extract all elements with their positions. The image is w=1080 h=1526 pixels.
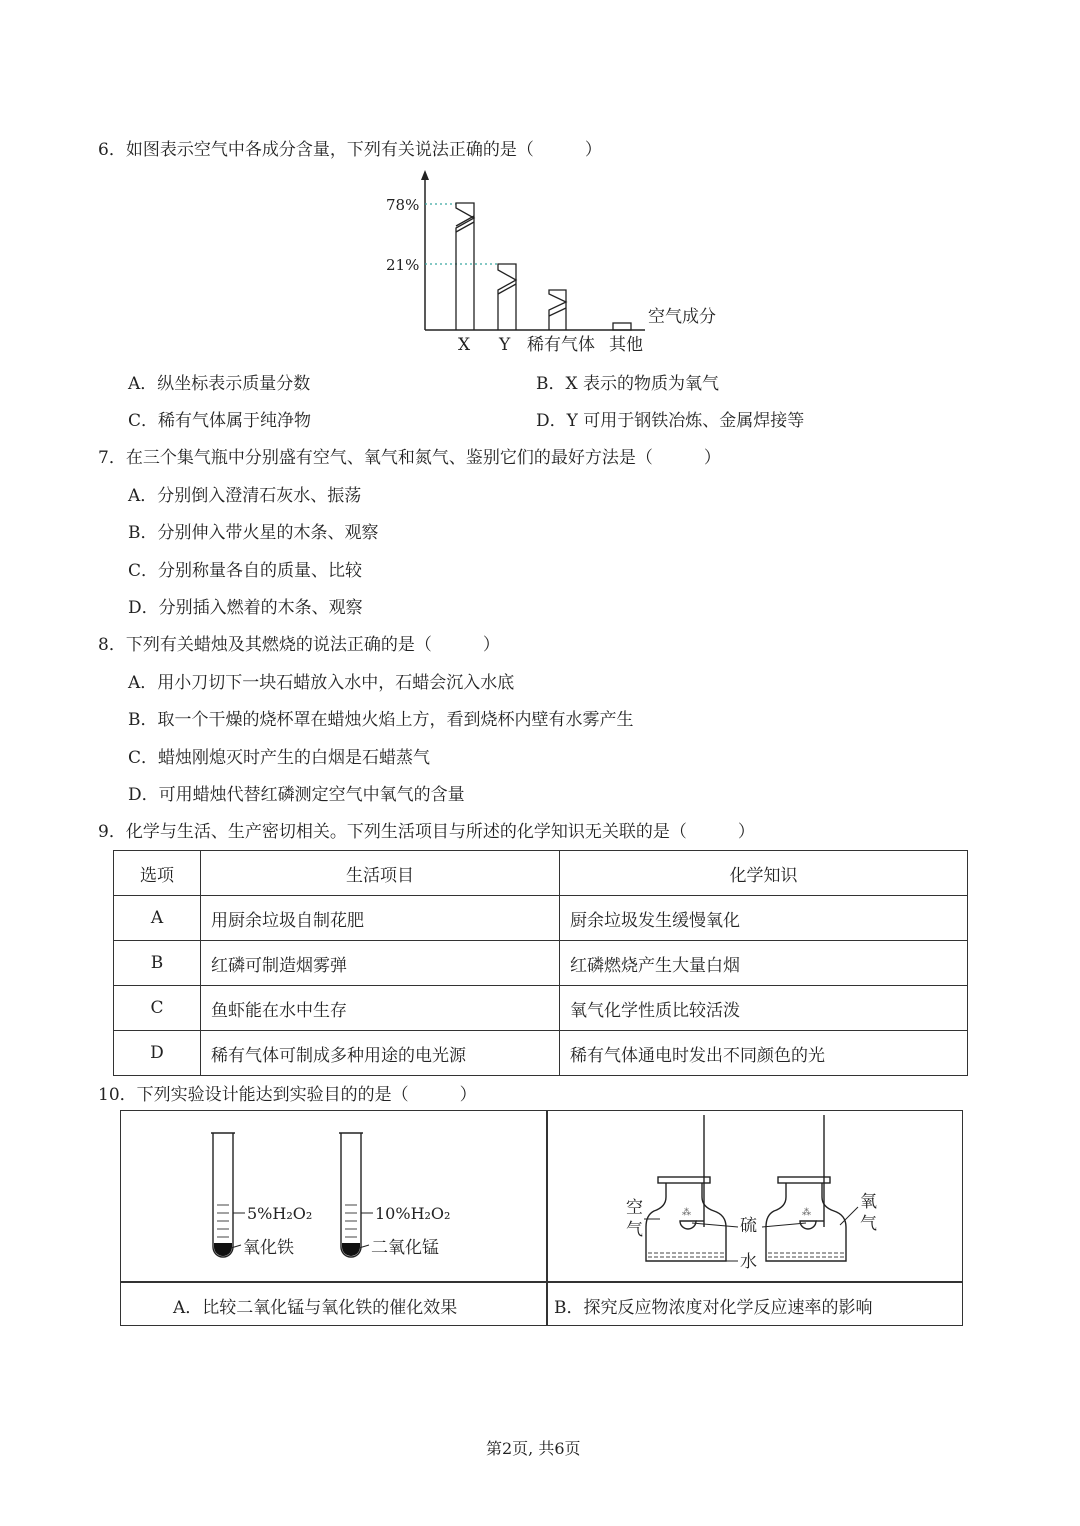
label-10-h2o2: 10%H₂O₂ [375, 1204, 451, 1223]
x-label-y: Y [499, 335, 511, 355]
label-oxygen-1: 氧 [860, 1192, 877, 1212]
label-air-1: 空 [626, 1198, 643, 1218]
y-tick-21: 21% [386, 256, 420, 274]
table-header-cell: 化学知识 [560, 851, 968, 896]
q8-option-d: D．可用蜡烛代替红磷测定空气中氧气的含量 [128, 785, 465, 805]
bar-rare-gas [549, 290, 566, 330]
gas-bottle-1 [646, 1115, 726, 1261]
table-row [114, 1031, 968, 1076]
q8-option-a: A．用小刀切下一块石蜡放入水中，石蜡会沉入水底 [128, 673, 515, 693]
table-header-cell: 生活项目 [201, 851, 560, 896]
q10-figure-table [120, 1110, 963, 1326]
q10-caption-a: A．比较二氧化锰与氧化铁的催化效果 [173, 1298, 458, 1318]
q6-option-d: D．Y 可用于钢铁冶炼、金属焊接等 [536, 411, 805, 431]
label-iron-oxide: 氧化铁 [243, 1238, 294, 1258]
q10-stem: 10．下列实验设计能达到实验目的的是（ ） [98, 1085, 477, 1105]
bar-others [613, 323, 631, 330]
table-row [114, 941, 968, 986]
table-cell: 鱼虾能在水中生存 [201, 986, 560, 1031]
table-cell: 红磷可制造烟雾弹 [201, 941, 560, 986]
label-air-2: 气 [626, 1220, 643, 1240]
q6-option-c: C．稀有气体属于纯净物 [128, 411, 312, 431]
label-oxygen-2: 气 [860, 1214, 877, 1234]
bar-y [498, 264, 516, 330]
q6-option-b: B．X 表示的物质为氧气 [536, 374, 719, 394]
table-row [114, 896, 968, 941]
table-cell: 氧气化学性质比较活泼 [560, 986, 968, 1031]
label-sulfur: 硫 [740, 1216, 757, 1236]
table-cell: A [114, 896, 201, 941]
q7-option-c: C．分别称量各自的质量、比较 [128, 561, 363, 581]
table-cell: C [114, 986, 201, 1031]
x-label-others: 其他 [609, 335, 643, 355]
test-tube-1 [211, 1133, 245, 1257]
q6-option-a: A．纵坐标表示质量分数 [128, 374, 311, 394]
label-5-h2o2: 5%H₂O₂ [247, 1204, 313, 1223]
q6-bar-chart [380, 168, 740, 358]
q9-table [113, 850, 968, 1076]
table-cell: D [114, 1031, 201, 1076]
gas-bottles-figure [626, 1115, 926, 1277]
test-tube-2 [339, 1133, 373, 1257]
table-cell: 厨余垃圾发生缓慢氧化 [560, 896, 968, 941]
x-label-rare-gas: 稀有气体 [527, 335, 595, 355]
table-cell: 稀有气体通电时发出不同颜色的光 [560, 1031, 968, 1076]
q10-caption-b: B．探究反应物浓度对化学反应速率的影响 [554, 1298, 873, 1318]
q8-option-b: B．取一个干燥的烧杯罩在蜡烛火焰上方，看到烧杯内壁有水雾产生 [128, 710, 634, 730]
y-tick-78: 78% [386, 196, 420, 214]
x-label-x: X [458, 335, 471, 355]
q7-stem: 7．在三个集气瓶中分别盛有空气、氧气和氮气、鉴别它们的最好方法是（ ） [98, 448, 721, 468]
svg-text:⁂: ⁂ [682, 1208, 691, 1218]
q7-option-d: D．分别插入燃着的木条、观察 [128, 598, 363, 618]
q7-option-b: B．分别伸入带火星的木条、观察 [128, 523, 379, 543]
page-number: 第2页, 共6页 [486, 1439, 581, 1458]
table-header-row [114, 851, 968, 896]
label-manganese-dioxide: 二氧化锰 [371, 1238, 439, 1258]
table-cell: 稀有气体可制成多种用途的电光源 [201, 1031, 560, 1076]
table-cell: 红磷燃烧产生大量白烟 [560, 941, 968, 986]
test-tubes-figure [201, 1129, 471, 1279]
svg-text:⁂: ⁂ [802, 1208, 811, 1218]
bar-x [456, 203, 474, 330]
bar-x-break [456, 216, 474, 232]
q6-stem: 6．如图表示空气中各成分含量，下列有关说法正确的是（ ） [98, 140, 602, 160]
table-row [114, 986, 968, 1031]
q8-stem: 8．下列有关蜡烛及其燃烧的说法正确的是（ ） [98, 635, 500, 655]
divider [121, 1281, 962, 1283]
table-cell: 用厨余垃圾自制花肥 [201, 896, 560, 941]
q8-option-c: C．蜡烛刚熄灭时产生的白烟是石蜡蒸气 [128, 748, 431, 768]
table-cell: B [114, 941, 201, 986]
table-header-cell: 选项 [114, 851, 201, 896]
gas-bottle-2 [766, 1115, 846, 1261]
divider [546, 1111, 548, 1325]
x-axis-title: 空气成分 [648, 307, 716, 327]
label-water: 水 [740, 1252, 757, 1272]
q7-option-a: A．分别倒入澄清石灰水、振荡 [128, 486, 362, 506]
q9-stem: 9．化学与生活、生产密切相关。下列生活项目与所述的化学知识无关联的是（ ） [98, 822, 755, 842]
y-axis-arrow [421, 170, 429, 180]
